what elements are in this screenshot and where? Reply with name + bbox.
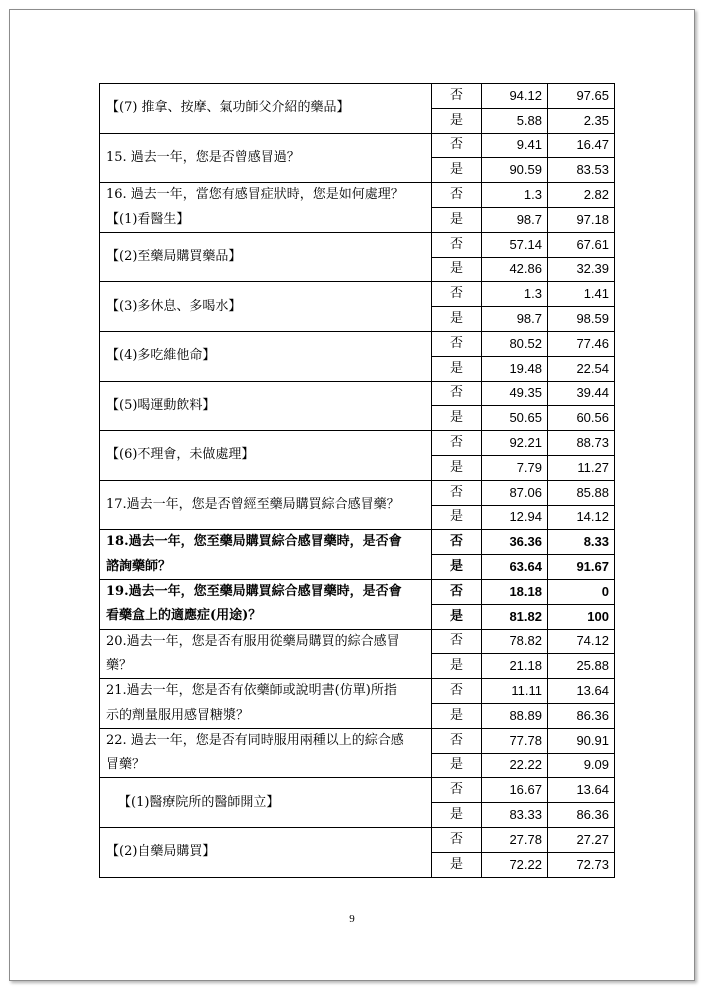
answer-label-no: 否 <box>432 629 482 654</box>
value-cell: 86.36 <box>548 803 615 828</box>
question-cell: 17.過去一年，您是否曾經至藥局購買綜合感冒藥？ <box>100 480 432 530</box>
value-cell: 97.18 <box>548 207 615 232</box>
table-row <box>100 728 615 753</box>
answer-label-yes: 是 <box>432 852 482 877</box>
value-cell: 88.89 <box>482 703 548 728</box>
table-row <box>100 480 615 505</box>
value-cell: 86.36 <box>548 703 615 728</box>
value-cell: 63.64 <box>482 555 548 580</box>
table-row <box>100 207 615 232</box>
table-row <box>100 753 615 778</box>
answer-label-no: 否 <box>432 530 482 555</box>
survey-results-table <box>99 83 615 878</box>
question-cell-line1: 16. 過去一年，當您有感冒症狀時，您是如何處理？ <box>100 183 432 208</box>
value-cell: 87.06 <box>482 480 548 505</box>
table-row <box>100 778 615 803</box>
question-cell-line2: 看藥盒上的適應症(用途)？ <box>100 604 432 629</box>
value-cell: 49.35 <box>482 381 548 406</box>
value-cell: 2.35 <box>548 108 615 133</box>
value-cell: 9.09 <box>548 753 615 778</box>
value-cell: 97.65 <box>548 84 615 109</box>
question-cell: 15. 過去一年，您是否曾感冒過？ <box>100 133 432 183</box>
answer-label-yes: 是 <box>432 505 482 530</box>
value-cell: 25.88 <box>548 654 615 679</box>
answer-label-no: 否 <box>432 282 482 307</box>
answer-label-yes: 是 <box>432 207 482 232</box>
answer-label-no: 否 <box>432 232 482 257</box>
question-cell-line1: 20.過去一年，您是否有服用從藥局購買的綜合感冒 <box>100 629 432 654</box>
question-cell-line1: 21.過去一年，您是否有依藥師或說明書(仿單)所指 <box>100 679 432 704</box>
value-cell: 1.41 <box>548 282 615 307</box>
value-cell: 0 <box>548 579 615 604</box>
table-row <box>100 232 615 257</box>
question-cell-line2: 冒藥？ <box>100 753 432 778</box>
value-cell: 50.65 <box>482 406 548 431</box>
question-cell: 【(4)多吃維他命】 <box>100 331 432 381</box>
page-number: 9 <box>349 913 355 925</box>
answer-label-no: 否 <box>432 133 482 158</box>
question-cell-line2: 示的劑量服用感冒糖漿？ <box>100 703 432 728</box>
answer-label-yes: 是 <box>432 803 482 828</box>
value-cell: 32.39 <box>548 257 615 282</box>
value-cell: 57.14 <box>482 232 548 257</box>
value-cell: 67.61 <box>548 232 615 257</box>
value-cell: 72.22 <box>482 852 548 877</box>
table-row <box>100 654 615 679</box>
question-cell: 【(2)至藥局購買藥品】 <box>100 232 432 282</box>
value-cell: 74.12 <box>548 629 615 654</box>
value-cell: 16.67 <box>482 778 548 803</box>
value-cell: 27.78 <box>482 827 548 852</box>
question-cell: 【(2)自藥局購買】 <box>100 827 432 877</box>
value-cell: 36.36 <box>482 530 548 555</box>
value-cell: 72.73 <box>548 852 615 877</box>
question-cell: 【(3)多休息、多喝水】 <box>100 282 432 332</box>
value-cell: 78.82 <box>482 629 548 654</box>
value-cell: 83.33 <box>482 803 548 828</box>
value-cell: 80.52 <box>482 331 548 356</box>
table-row <box>100 703 615 728</box>
answer-label-yes: 是 <box>432 753 482 778</box>
answer-label-no: 否 <box>432 827 482 852</box>
value-cell: 19.48 <box>482 356 548 381</box>
table-row <box>100 579 615 604</box>
value-cell: 100 <box>548 604 615 629</box>
question-cell: 【(6)不理會，未做處理】 <box>100 431 432 481</box>
table-row <box>100 381 615 406</box>
question-cell: 【(5)喝運動飲料】 <box>100 381 432 431</box>
question-cell-line1: 22. 過去一年，您是否有同時服用兩種以上的綜合感 <box>100 728 432 753</box>
value-cell: 13.64 <box>548 778 615 803</box>
table-row <box>100 629 615 654</box>
value-cell: 98.7 <box>482 307 548 332</box>
value-cell: 8.33 <box>548 530 615 555</box>
value-cell: 16.47 <box>548 133 615 158</box>
table-row <box>100 827 615 852</box>
value-cell: 60.56 <box>548 406 615 431</box>
table-row <box>100 604 615 629</box>
question-cell-line2: 藥？ <box>100 654 432 679</box>
answer-label-yes: 是 <box>432 455 482 480</box>
answer-label-yes: 是 <box>432 654 482 679</box>
value-cell: 42.86 <box>482 257 548 282</box>
value-cell: 98.59 <box>548 307 615 332</box>
value-cell: 94.12 <box>482 84 548 109</box>
value-cell: 11.27 <box>548 455 615 480</box>
answer-label-no: 否 <box>432 728 482 753</box>
value-cell: 77.46 <box>548 331 615 356</box>
answer-label-no: 否 <box>432 84 482 109</box>
value-cell: 90.59 <box>482 158 548 183</box>
table-row <box>100 331 615 356</box>
table-row <box>100 133 615 158</box>
value-cell: 9.41 <box>482 133 548 158</box>
question-cell-line1: 18.過去一年，您至藥局購買綜合感冒藥時，是否會 <box>100 530 432 555</box>
value-cell: 13.64 <box>548 679 615 704</box>
value-cell: 27.27 <box>548 827 615 852</box>
value-cell: 2.82 <box>548 183 615 208</box>
value-cell: 88.73 <box>548 431 615 456</box>
answer-label-yes: 是 <box>432 604 482 629</box>
question-cell: 【(1)醫療院所的醫師開立】 <box>100 778 432 828</box>
answer-label-no: 否 <box>432 183 482 208</box>
value-cell: 77.78 <box>482 728 548 753</box>
value-cell: 5.88 <box>482 108 548 133</box>
answer-label-yes: 是 <box>432 108 482 133</box>
question-cell: 【(7) 推拿、按摩、氣功師父介紹的藥品】 <box>100 84 432 134</box>
answer-label-yes: 是 <box>432 356 482 381</box>
value-cell: 1.3 <box>482 183 548 208</box>
answer-label-no: 否 <box>432 579 482 604</box>
answer-label-no: 否 <box>432 331 482 356</box>
answer-label-yes: 是 <box>432 406 482 431</box>
table-row <box>100 84 615 109</box>
value-cell: 22.22 <box>482 753 548 778</box>
question-cell-line2: 【(1)看醫生】 <box>100 207 432 232</box>
answer-label-yes: 是 <box>432 703 482 728</box>
table-row <box>100 530 615 555</box>
answer-label-yes: 是 <box>432 158 482 183</box>
value-cell: 90.91 <box>548 728 615 753</box>
value-cell: 92.21 <box>482 431 548 456</box>
answer-label-no: 否 <box>432 679 482 704</box>
answer-label-no: 否 <box>432 431 482 456</box>
value-cell: 11.11 <box>482 679 548 704</box>
answer-label-no: 否 <box>432 480 482 505</box>
table-row <box>100 183 615 208</box>
value-cell: 14.12 <box>548 505 615 530</box>
answer-label-no: 否 <box>432 381 482 406</box>
value-cell: 91.67 <box>548 555 615 580</box>
value-cell: 81.82 <box>482 604 548 629</box>
value-cell: 12.94 <box>482 505 548 530</box>
value-cell: 1.3 <box>482 282 548 307</box>
value-cell: 18.18 <box>482 579 548 604</box>
answer-label-yes: 是 <box>432 307 482 332</box>
table-row <box>100 431 615 456</box>
value-cell: 22.54 <box>548 356 615 381</box>
answer-label-no: 否 <box>432 778 482 803</box>
answer-label-yes: 是 <box>432 555 482 580</box>
value-cell: 85.88 <box>548 480 615 505</box>
table-row <box>100 555 615 580</box>
value-cell: 39.44 <box>548 381 615 406</box>
answer-label-yes: 是 <box>432 257 482 282</box>
value-cell: 98.7 <box>482 207 548 232</box>
question-cell-line1: 19.過去一年，您至藥局購買綜合感冒藥時，是否會 <box>100 579 432 604</box>
value-cell: 83.53 <box>548 158 615 183</box>
question-cell-line2: 諮詢藥師？ <box>100 555 432 580</box>
table-row <box>100 282 615 307</box>
value-cell: 7.79 <box>482 455 548 480</box>
value-cell: 21.18 <box>482 654 548 679</box>
table-row <box>100 679 615 704</box>
